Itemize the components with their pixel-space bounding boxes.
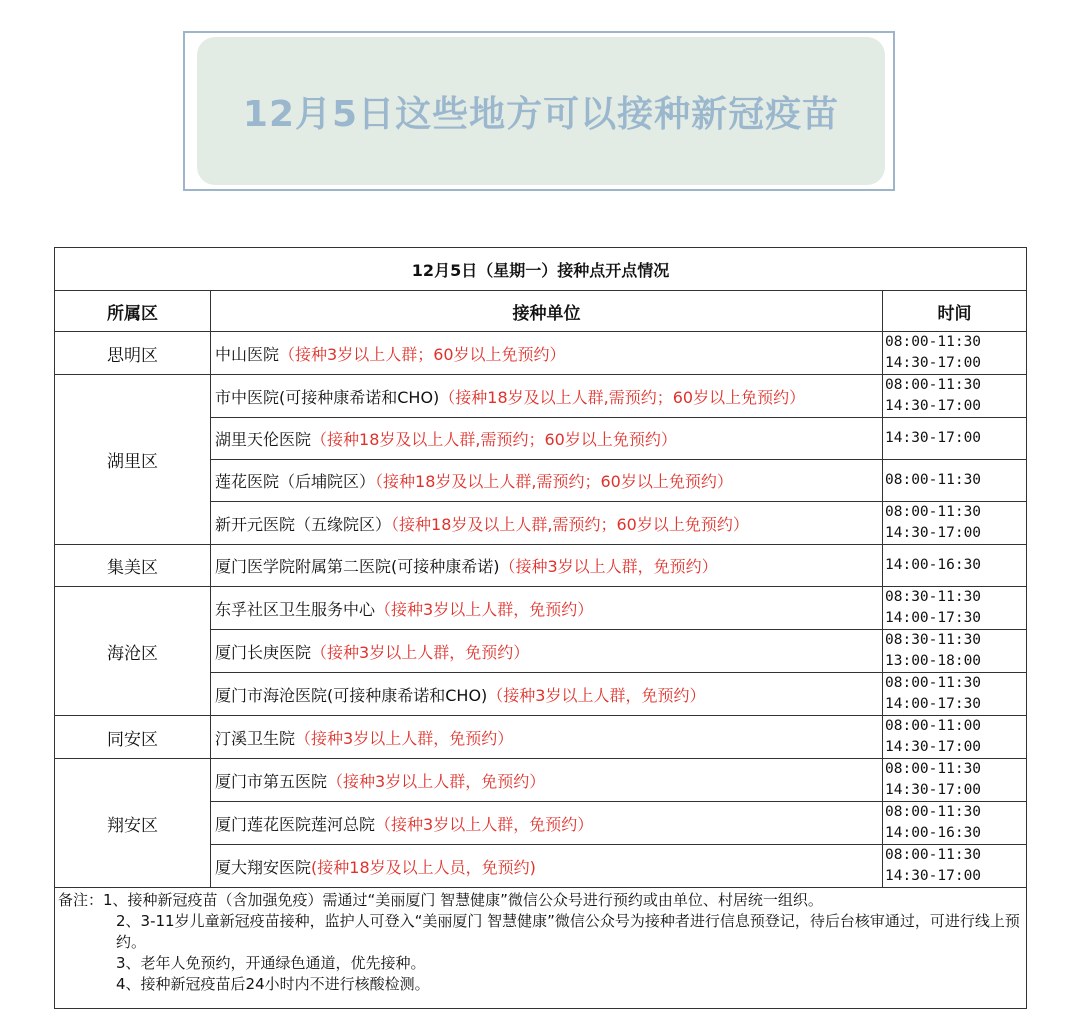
time-slot: 14:30-17:00 [885, 782, 982, 798]
remark-line: 备注：1、接种新冠疫苗（含加强免疫）需通过“美丽厦门 智慧健康”微信公众号进行预约或由单位、村居统一组织。 [58, 891, 823, 909]
vaccination-schedule-table [54, 247, 1027, 1009]
unit-cell [211, 375, 883, 418]
time-cell [883, 545, 1027, 587]
banner-background [197, 37, 885, 185]
time-cell [883, 418, 1027, 460]
banner-title: 12月5日这些地方可以接种新冠疫苗 [242, 93, 840, 135]
table-row [55, 375, 1027, 418]
table-row [55, 716, 1027, 759]
time-slot: 08:00-11:30 [885, 377, 982, 393]
time-slot: 08:00-11:30 [885, 804, 982, 820]
time-slot: 08:00-11:00 [885, 718, 982, 734]
time-slot: 14:00-16:30 [885, 825, 982, 841]
time-slot: 08:00-11:30 [885, 675, 982, 691]
district-cell: 思明区 [55, 332, 211, 375]
unit-note: (接种18岁及以上人员，免预约) [311, 857, 536, 877]
unit-cell [211, 716, 883, 759]
unit-name: 厦门市海沧医院(可接种康希诺和CHO) [215, 685, 488, 705]
unit-cell [211, 630, 883, 673]
unit-name: 厦大翔安医院 [215, 857, 312, 877]
time-cell [883, 673, 1027, 716]
unit-name: 厦门市第五医院 [215, 771, 328, 791]
time-cell [883, 502, 1027, 545]
unit-name: 市中医院(可接种康希诺和CHO) [215, 387, 440, 407]
table-row [55, 545, 1027, 587]
table-row [55, 332, 1027, 375]
unit-name: 湖里天伦医院 [215, 430, 312, 449]
time-slot: 08:00-11:30 [885, 334, 982, 350]
unit-name: 中山医院 [215, 344, 280, 364]
remark-line: 2、3-11岁儿童新冠疫苗接种，监护人可登入“美丽厦门 智慧健康”微信公众号为接种者进行信息预登记，待后台核审通过，可进行线上预约。 [116, 912, 1020, 951]
unit-note: （接种18岁及以上人群,需预约；60岁以上免预约） [375, 472, 733, 491]
time-slot: 08:00-11:30 [885, 847, 982, 863]
unit-name: 新开元医院（五缘院区） [215, 514, 392, 534]
district-cell: 同安区 [55, 716, 211, 759]
unit-cell [211, 587, 883, 630]
unit-note: （接种3岁以上人群，免预约） [499, 557, 718, 576]
time-slot: 14:30-17:00 [885, 525, 982, 541]
time-slot: 14:00-16:30 [885, 557, 982, 573]
time-slot: 14:30-17:00 [885, 355, 982, 371]
district-cell: 海沧区 [55, 587, 211, 716]
header-unit: 接种单位 [211, 291, 883, 332]
banner [183, 31, 895, 191]
header-time: 时间 [883, 291, 1027, 332]
header-district: 所属区 [55, 291, 211, 332]
time-cell [883, 845, 1027, 888]
table-header-row [55, 291, 1027, 332]
unit-name: 厦门长庚医院 [215, 642, 312, 662]
time-slot: 08:30-11:30 [885, 632, 982, 648]
time-cell [883, 759, 1027, 802]
unit-cell [211, 460, 883, 502]
unit-cell [211, 673, 883, 716]
time-slot: 08:00-11:30 [885, 761, 982, 777]
time-slot: 14:00-17:30 [885, 610, 982, 626]
remark-line: 3、老年人免预约，开通绿色通道，优先接种。 [116, 954, 426, 972]
unit-note: （接种3岁以上人群，免预约） [375, 599, 594, 619]
unit-name: 莲花医院（后埔院区） [215, 472, 376, 491]
time-slot: 13:00-18:00 [885, 653, 982, 669]
unit-note: （接种3岁以上人群，免预约） [327, 771, 546, 791]
remarks-cell [55, 888, 1027, 1009]
unit-note: （接种3岁以上人群，免预约） [311, 642, 530, 662]
time-slot: 14:30-17:00 [885, 398, 982, 414]
time-cell [883, 802, 1027, 845]
unit-cell [211, 845, 883, 888]
district-cell: 集美区 [55, 545, 211, 587]
table-row [55, 587, 1027, 630]
unit-cell [211, 759, 883, 802]
time-slot: 14:00-17:30 [885, 696, 982, 712]
time-slot: 08:30-11:30 [885, 589, 982, 605]
unit-cell [211, 802, 883, 845]
time-cell [883, 332, 1027, 375]
remark-line: 4、接种新冠疫苗后24小时内不进行核酸检测。 [116, 975, 430, 993]
unit-cell [211, 418, 883, 460]
unit-name: 汀溪卫生院 [215, 728, 296, 748]
time-slot: 14:30-17:00 [885, 739, 982, 755]
time-cell [883, 716, 1027, 759]
time-slot: 08:00-11:30 [885, 472, 982, 488]
unit-name: 东孚社区卫生服务中心 [215, 599, 376, 619]
table-row [55, 759, 1027, 802]
unit-cell [211, 545, 883, 587]
unit-name: 厦门医学院附属第二医院(可接种康希诺) [215, 557, 500, 576]
time-cell [883, 460, 1027, 502]
unit-note: （接种18岁及以上人群,需预约；60岁以上免预约） [391, 514, 749, 534]
unit-cell [211, 332, 883, 375]
time-cell [883, 630, 1027, 673]
unit-note: （接种3岁以上人群；60岁以上免预约） [279, 344, 566, 364]
district-cell: 翔安区 [55, 759, 211, 888]
time-cell [883, 587, 1027, 630]
unit-note: （接种18岁及以上人群,需预约；60岁以上免预约） [439, 387, 806, 407]
unit-note: （接种3岁以上人群，免预约） [487, 685, 706, 705]
unit-note: （接种3岁以上人群，免预约） [375, 814, 594, 834]
unit-note: （接种18岁及以上人群,需预约；60岁以上免预约） [311, 430, 677, 449]
time-slot: 14:30-17:00 [885, 430, 982, 446]
time-slot: 14:30-17:00 [885, 868, 982, 884]
time-slot: 08:00-11:30 [885, 504, 982, 520]
unit-note: （接种3岁以上人群，免预约） [295, 728, 514, 748]
time-cell [883, 375, 1027, 418]
unit-cell [211, 502, 883, 545]
district-cell: 湖里区 [55, 375, 211, 545]
table-title-row [55, 248, 1027, 291]
remarks-row [55, 888, 1027, 1009]
table-title: 12月5日（星期一）接种点开点情况 [55, 248, 1027, 291]
unit-name: 厦门莲花医院莲河总院 [215, 814, 376, 834]
